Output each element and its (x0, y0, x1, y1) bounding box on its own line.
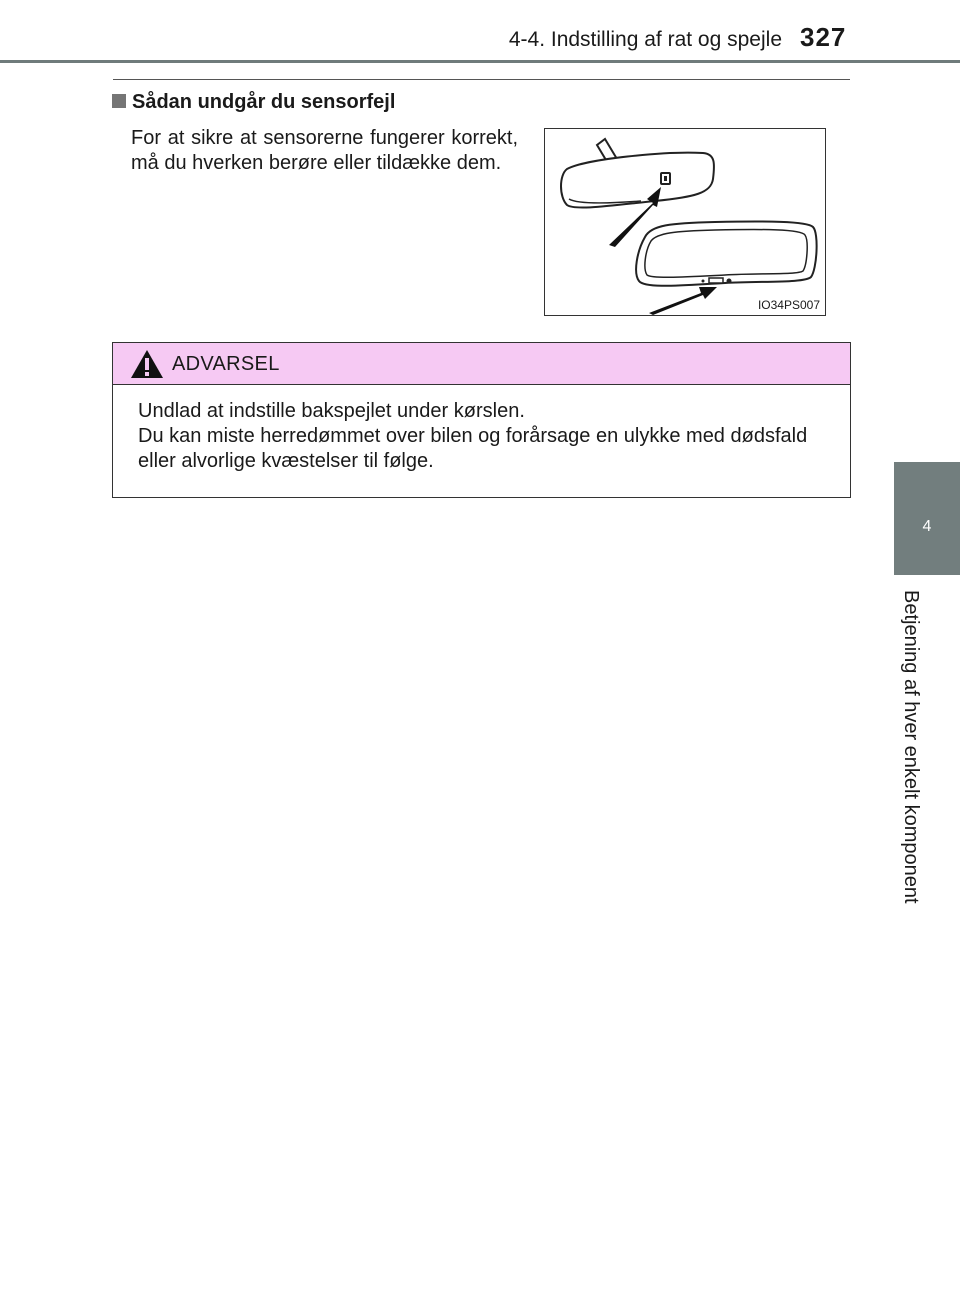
header-rule (0, 60, 960, 63)
warning-body (138, 399, 850, 474)
warning-title: ADVARSEL (172, 353, 280, 375)
warning-line: Undlad at indstille bakspejlet under kørslen. (138, 400, 525, 422)
running-header-title: 4-4. Indstilling af rat og spejle (508, 28, 782, 51)
rearview-mirror-icon (545, 129, 825, 315)
section-heading (112, 91, 395, 114)
chapter-label (890, 590, 930, 910)
section-heading-text: Sådan undgår du sensorfejl (132, 91, 396, 113)
chapter-label-text: Betjening af hver enkelt komponent (900, 590, 922, 904)
chapter-number: 4 (922, 518, 932, 535)
section-body-text: For at sikre at sensorerne fungerer korrekt, må du hverken berøre eller tildække dem. (131, 127, 518, 174)
mirror-sensor-illustration (544, 128, 826, 316)
warning-line: eller alvorlige kvæstelser til følge. (138, 450, 434, 472)
warning-triangle-icon (130, 349, 164, 379)
page-number: 327 (800, 22, 847, 52)
section-rule (113, 79, 850, 80)
warning-line: Du kan miste herredømmet over bilen og forårsage en ulykke med dødsfald (138, 425, 808, 447)
warning-header (113, 343, 850, 385)
figure-code: IO34PS007 (757, 298, 820, 312)
warning-box (112, 342, 851, 498)
chapter-tab (894, 462, 960, 575)
square-bullet-icon (112, 94, 126, 108)
